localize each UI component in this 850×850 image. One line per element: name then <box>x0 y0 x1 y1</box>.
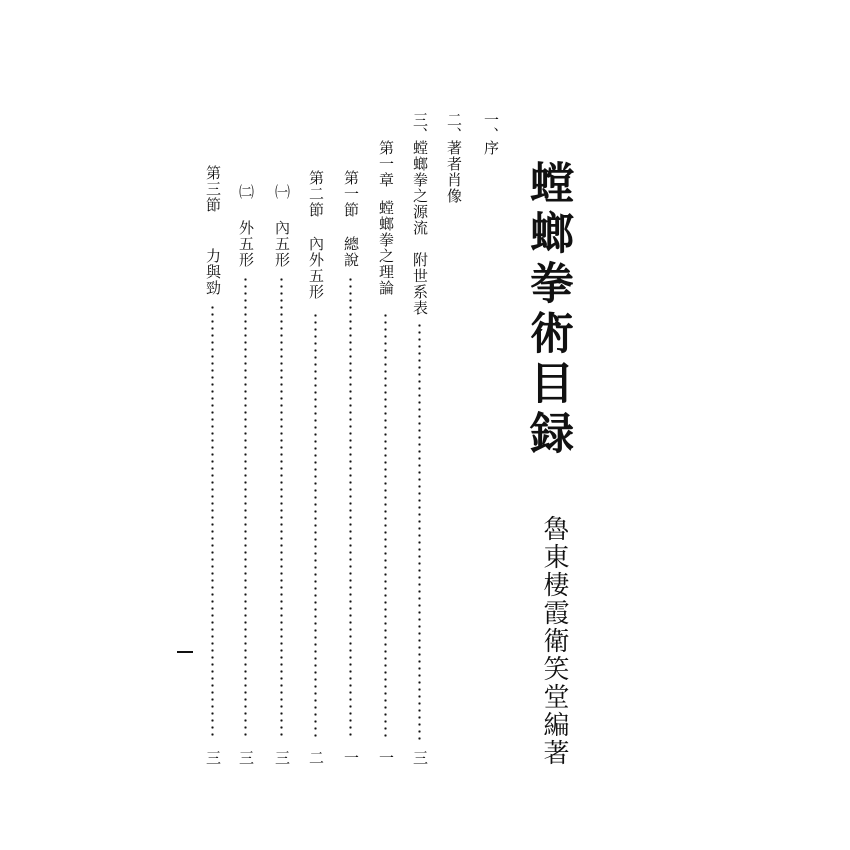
toc-item-8-label: ㈡ <box>237 184 255 200</box>
toc-item-4-leader <box>384 312 387 740</box>
toc-item-7-text: 內五形 <box>273 220 291 268</box>
toc-item-6-leader <box>314 312 317 740</box>
toc-item-9-text: 力與勁 <box>204 248 222 296</box>
toc-item-4-page: 一 <box>377 750 395 765</box>
page-number-mark <box>177 651 193 653</box>
toc-item-6-page: 二 <box>307 750 325 765</box>
toc-item-7-label: ㈠ <box>273 184 291 200</box>
toc-item-8-leader <box>244 276 247 740</box>
toc-item-7-leader <box>280 276 283 740</box>
toc-item-8-page: 三 <box>237 750 255 765</box>
toc-item-8-text: 外五形 <box>237 220 255 268</box>
toc-item-9-leader <box>211 304 214 740</box>
toc-item-3-text: 螳螂拳之源流 附世系表 <box>411 140 429 316</box>
toc-item-2-number: 二、 <box>445 112 463 142</box>
toc-item-3-number: 三、 <box>411 112 429 142</box>
page-title: 螳螂拳術目録 <box>522 160 573 460</box>
toc-item-7-page: 三 <box>273 750 291 765</box>
toc-item-9-page: 三 <box>204 750 222 765</box>
author-credit: 魯東棲霞衛笑堂編著 <box>539 515 569 767</box>
toc-item-1-number: 一、 <box>482 112 500 142</box>
toc-item-6-text: 內外五形 <box>307 236 325 300</box>
toc-item-3-leader <box>418 322 421 740</box>
toc-item-4-text: 螳螂拳之理論 <box>377 200 395 296</box>
toc-item-5-leader <box>349 276 352 740</box>
toc-item-3-page: 三 <box>411 750 429 765</box>
toc-item-9-label: 第三節 <box>204 165 222 213</box>
toc-item-6-label: 第二節 <box>307 170 325 218</box>
toc-item-1-text: 序 <box>482 140 500 156</box>
toc-item-5-label: 第一節 <box>342 170 360 218</box>
toc-item-5-text: 總說 <box>342 236 360 268</box>
toc-item-5-page: 一 <box>342 750 360 765</box>
toc-item-4-label: 第一章 <box>377 140 395 188</box>
toc-item-2-text: 著者肖像 <box>445 140 463 204</box>
